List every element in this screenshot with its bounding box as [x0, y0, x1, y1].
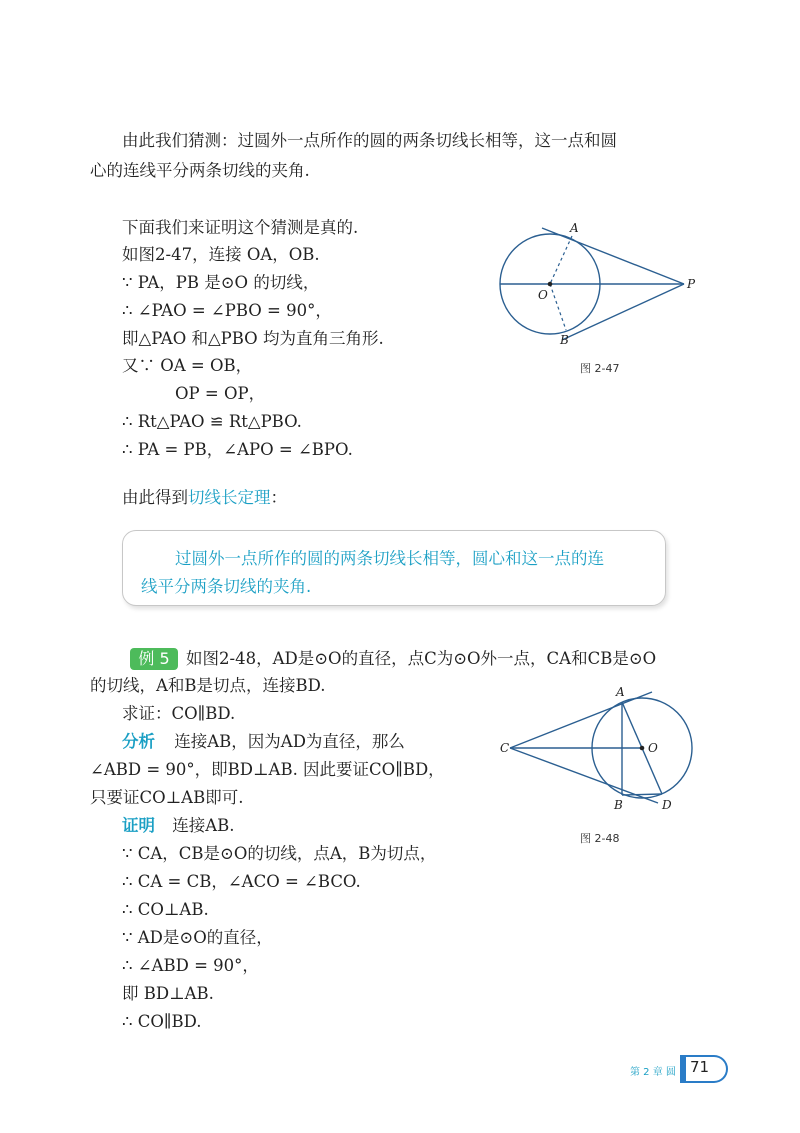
fig47-label-b: B: [560, 333, 569, 347]
proof1-line-4: ∴ ∠PAO = ∠PBO = 90°，: [122, 301, 332, 320]
proof2-line-1: ∵ CA，CB是⊙O的切线，点A，B为切点，: [122, 844, 437, 863]
fig48-label-b: B: [614, 798, 623, 812]
example-badge: 例 5: [130, 648, 178, 670]
theorem-box-line-2: 线平分两条切线的夹角.: [141, 577, 312, 596]
proof1-line-5: 即△PAO 和△PBO 均为直角三角形.: [122, 329, 384, 348]
proof1-line-2: 如图2-47，连接 OA，OB.: [122, 245, 320, 264]
proof2-line-4: ∵ AD是⊙O的直径，: [122, 928, 273, 947]
proof1-line-9: ∴ PA = PB，∠APO = ∠BPO.: [122, 440, 353, 459]
proof-start-text: 连接AB.: [172, 816, 235, 835]
figure-2-48: [496, 682, 716, 822]
theorem-box-line-1: 过圆外一点所作的圆的两条切线长相等，圆心和这一点的连: [175, 549, 604, 568]
analysis-line: [122, 731, 405, 753]
proof1-line-8: ∴ Rt△PAO ≌ Rt△PBO.: [122, 412, 302, 431]
fig47-label-a: A: [570, 221, 579, 235]
theorem-lead-end: ：: [270, 488, 287, 507]
analysis-label: 分析: [122, 732, 155, 751]
page-number: 71: [690, 1058, 710, 1076]
analysis-text: 连接AB，因为AD为直径，那么: [174, 732, 405, 751]
intro-line-2: 心的连线平分两条切线的夹角.: [90, 161, 310, 180]
proof1-line-1: 下面我们来证明这个猜测是真的.: [122, 218, 359, 237]
proof2-line-2: ∴ CA = CB，∠ACO = ∠BCO.: [122, 872, 361, 891]
fig48-label-d: D: [662, 798, 672, 812]
proof1-line-7: OP = OP，: [175, 384, 266, 403]
proof1-line-3: ∵ PA，PB 是⊙O 的切线，: [122, 273, 320, 292]
figure-2-47: [492, 220, 712, 350]
example-line-5: ∠ABD = 90°，即BD⊥AB. 因此要证CO∥BD，: [90, 760, 445, 779]
proof-label: 证明: [122, 816, 155, 835]
figure-2-48-caption: 图 2-48: [580, 832, 620, 845]
proof2-line-3: ∴ CO⊥AB.: [122, 900, 209, 919]
example-line-6: 只要证CO⊥AB即可.: [90, 788, 244, 807]
figure-2-47-caption: 图 2-47: [580, 362, 620, 375]
fig47-label-o: O: [538, 288, 548, 302]
theorem-lead-text: 由此得到: [122, 488, 188, 507]
proof1-line-6: 又∵ OA = OB，: [122, 356, 253, 375]
fig48-label-c: C: [500, 741, 510, 755]
footer-chapter: 第 2 章 圆: [630, 1067, 676, 1078]
theorem-lead: [122, 487, 287, 509]
theorem-box: [122, 530, 666, 606]
intro-line-1: 由此我们猜测：过圆外一点所作的圆的两条切线长相等，这一点和圆: [122, 131, 617, 150]
proof2-line-5: ∴ ∠ABD = 90°，: [122, 956, 259, 975]
example-line-3: 求证：CO∥BD.: [122, 704, 236, 723]
example-line-1: 如图2-48，AD是⊙O的直径，点C为⊙O外一点，CA和CB是⊙O: [186, 649, 657, 668]
theorem-name: 切线长定理: [188, 488, 271, 507]
fig47-label-p: P: [687, 277, 696, 291]
proof2-line-7: ∴ CO∥BD.: [122, 1012, 202, 1031]
proof2-header: [122, 815, 235, 837]
fig48-label-a: A: [616, 685, 625, 699]
example-line-2: 的切线，A和B是切点，连接BD.: [90, 676, 326, 695]
proof2-line-6: 即 BD⊥AB.: [122, 984, 214, 1003]
fig48-label-o: O: [648, 741, 658, 755]
